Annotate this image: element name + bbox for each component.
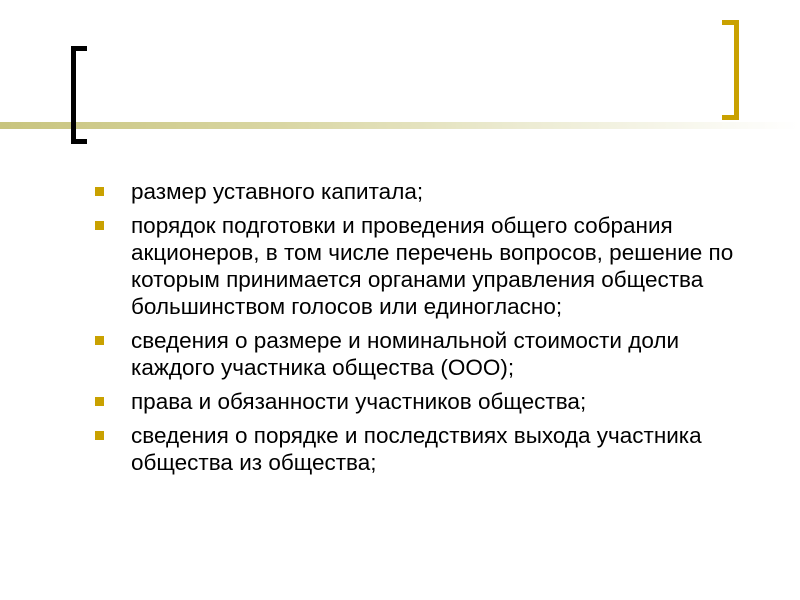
list-item xyxy=(95,422,755,476)
list-item xyxy=(95,388,755,415)
list-item xyxy=(95,178,755,205)
square-bullet-icon xyxy=(95,431,104,440)
bullet-text: права и обязанности участников общества; xyxy=(131,389,587,414)
square-bullet-icon xyxy=(95,187,104,196)
bullet-text: порядок подготовки и проведения общего собрания акционеров, в том числе перечень вопросов, решение по которым принимается органами управления общества большинством голосов или единогласно; xyxy=(131,213,734,319)
square-bullet-icon xyxy=(95,221,104,230)
bullet-text: размер уставного капитала; xyxy=(131,179,424,204)
bullet-text: сведения о порядке и последствиях выхода участника общества из общества; xyxy=(131,423,702,475)
square-bullet-icon xyxy=(95,336,104,345)
left-bracket-decoration xyxy=(71,46,87,144)
bullet-text: сведения о размере и номинальной стоимости доли каждого участника общества (ООО); xyxy=(131,328,680,380)
list-item xyxy=(95,327,755,381)
header-gradient-bar xyxy=(0,122,800,129)
right-bracket-decoration xyxy=(722,20,739,120)
list-item xyxy=(95,212,755,320)
bullet-list xyxy=(95,178,755,483)
square-bullet-icon xyxy=(95,397,104,406)
